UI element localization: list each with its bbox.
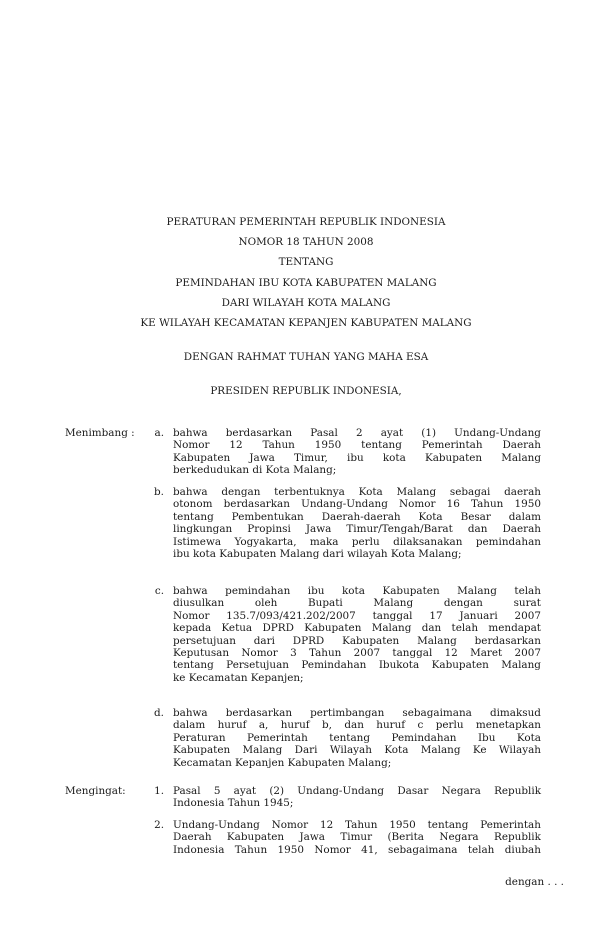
text-line: bahwa berdasarkan pertimbangan sebagaimana dimaksud	[173, 707, 541, 719]
title-line: KE WILAYAH KECAMATAN KEPANJEN KABUPATEN MALANG	[140, 316, 472, 329]
text-line: Kabupaten Malang Dari Wilayah Kota Malang Ke Wilayah	[173, 744, 541, 757]
text-line: ibu kota Kabupaten Malang dari wilayah Kota Malang;	[173, 547, 462, 560]
item-body	[173, 427, 541, 477]
text-line: Undang-Undang Nomor 12 Tahun 1950 tentang Pemerintah	[173, 819, 541, 831]
item-marker: d.	[154, 707, 164, 719]
text-line: Kabupaten Jawa Timur, ibu kota Kabupaten Malang	[173, 451, 541, 464]
menimbang-label: Menimbang :	[65, 427, 135, 439]
text-line: bahwa dengan terbentuknya Kota Malang sebagai daerah	[173, 486, 541, 498]
page-continuation: dengan . . .	[505, 876, 564, 888]
text-line: Peraturan Pemerintah tentang Pemindahan Ibu Kota	[173, 731, 541, 744]
regulation-title	[0, 212, 612, 333]
item-marker: a.	[154, 427, 164, 439]
title-line: PERATURAN PEMERINTAH REPUBLIK INDONESIA	[166, 216, 446, 228]
item-marker: b.	[154, 486, 164, 498]
issuer: PRESIDEN REPUBLIK INDONESIA,	[210, 385, 402, 397]
text-line: Daerah Kabupaten Jawa Timur (Berita Negara Republik	[173, 831, 541, 844]
item-body	[173, 819, 541, 856]
text-line: kepada Ketua DPRD Kabupaten Malang dan telah mendapat	[173, 622, 541, 635]
title-line: PEMINDAHAN IBU KOTA KABUPATEN MALANG	[175, 276, 437, 289]
item-body	[173, 785, 541, 810]
text-line: diusulkan oleh Bupati Malang dengan surat	[173, 597, 541, 610]
item-body	[173, 707, 541, 769]
text-line: Indonesia Tahun 1950 Nomor 41, sebagaimana telah diubah	[173, 843, 541, 856]
text-line: bahwa pemindahan ibu kota Kabupaten Malang telah	[173, 585, 541, 597]
text-line: Pasal 5 ayat (2) Undang-Undang Dasar Negara Republik	[173, 785, 541, 797]
text-line: Kecamatan Kepanjen Kabupaten Malang;	[173, 756, 392, 769]
item-body	[173, 486, 541, 560]
item-marker: 1.	[154, 785, 164, 797]
title-line: TENTANG	[278, 256, 334, 269]
title-line: NOMOR 18 TAHUN 2008	[238, 236, 374, 249]
text-line: bahwa berdasarkan Pasal 2 ayat (1) Undang-Undang	[173, 427, 541, 439]
text-line: lingkungan Propinsi Jawa Timur/Tengah/Barat dan Daerah	[173, 523, 541, 536]
title-line: DARI WILAYAH KOTA MALANG	[221, 296, 391, 309]
text-line: Indonesia Tahun 1945;	[173, 797, 294, 810]
text-line: Nomor 12 Tahun 1950 tentang Pemerintah Daerah	[173, 439, 541, 452]
text-line: otonom berdasarkan Undang-Undang Nomor 16 Tahun 1950	[173, 498, 541, 511]
item-body	[173, 585, 541, 684]
text-line: Keputusan Nomor 3 Tahun 2007 tanggal 12 Maret 2007	[173, 646, 541, 659]
text-line: tentang Persetujuan Pemindahan Ibukota Kabupaten Malang	[173, 659, 541, 672]
text-line: tentang Pembentukan Daerah-daerah Kota Besar dalam	[173, 510, 541, 523]
text-line: berkedudukan di Kota Malang;	[173, 464, 337, 477]
item-marker: c.	[154, 585, 164, 597]
text-line: ke Kecamatan Kepanjen;	[173, 671, 304, 684]
item-marker: 2.	[154, 819, 164, 831]
preamble: DENGAN RAHMAT TUHAN YANG MAHA ESA	[183, 351, 429, 363]
mengingat-label: Mengingat:	[65, 785, 126, 797]
text-line: Nomor 135.7/093/421.202/2007 tanggal 17 Januari 2007	[173, 609, 541, 622]
text-line: dalam huruf a, huruf b, dan huruf c perlu menetapkan	[173, 719, 541, 732]
text-line: Istimewa Yogyakarta, maka perlu dilaksanakan pemindahan	[173, 535, 541, 548]
text-line: persetujuan dari DPRD Kabupaten Malang berdasarkan	[173, 634, 541, 647]
